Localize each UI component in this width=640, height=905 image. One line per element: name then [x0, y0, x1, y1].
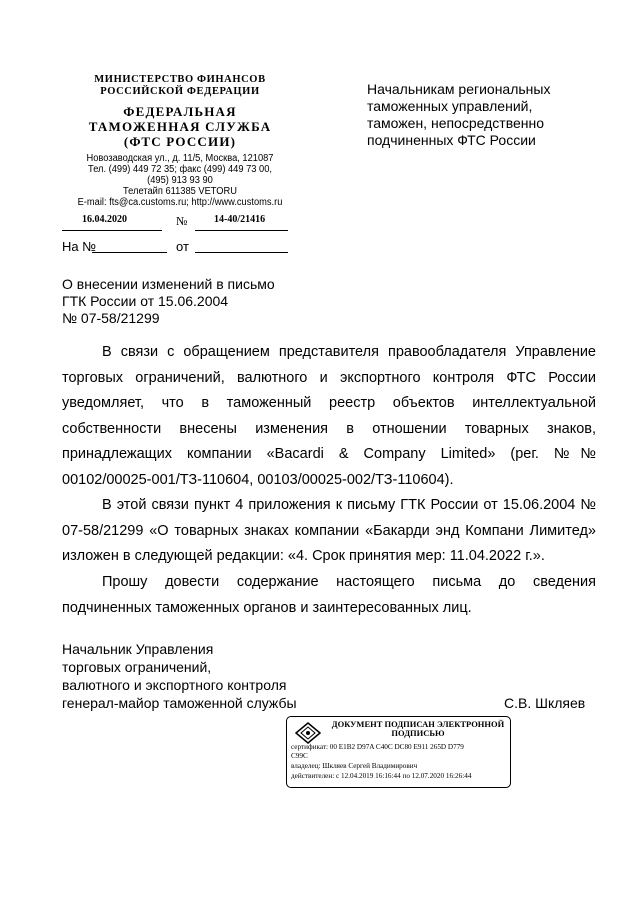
address-line-2: Тел. (499) 449 72 35; факс (499) 449 73 00,: [88, 164, 272, 175]
recipient-line-3: таможен, непосредственно: [367, 115, 545, 131]
signer-title-line-3: валютного и экспортного контроля: [62, 677, 287, 693]
signer-title-line-1: Начальник Управления: [62, 641, 214, 657]
body-paragraph-3: Прошу довести содержание настоящего письма до сведения подчиненных таможенных органов и заинтересованных лиц.: [62, 574, 596, 616]
stamp-title-line-2: ПОДПИСЬЮ: [391, 728, 445, 738]
reply-date-label: от: [176, 239, 189, 254]
recipient-line-1: Начальникам региональных: [367, 81, 551, 97]
service-line-1: ФЕДЕРАЛЬНАЯ: [123, 104, 237, 119]
stamp-validity: действителен: с 12.04.2019 16:16:44 по 12.07.2020 16:26:44: [291, 772, 472, 780]
ministry-line-2: РОССИЙСКОЙ ФЕДЕРАЦИИ: [100, 86, 260, 97]
subject-line-1: О внесении изменений в письмо: [62, 276, 275, 292]
signer-name: С.В. Шкляев: [504, 695, 586, 711]
address-line-1: Новозаводская ул., д. 11/5, Москва, 121087: [86, 153, 274, 164]
stamp-title-line-1: ДОКУМЕНТ ПОДПИСАН ЭЛЕКТРОННОЙ: [331, 719, 505, 729]
reply-number-underline: [92, 252, 167, 253]
recipient-line-4: подчиненных ФТС России: [367, 132, 536, 148]
letter-date: 16.04.2020: [82, 214, 127, 225]
letter-number: 14-40/21416: [214, 214, 266, 225]
number-label: №: [176, 214, 188, 228]
stamp-certificate-cont: C99C: [291, 752, 308, 760]
date-underline: [62, 230, 162, 231]
stamp-certificate: сертификат: 00 E1B2 D97A C40C DC80 E911 265D D779: [291, 743, 464, 751]
signer-title-line-4: генерал-майор таможенной службы: [62, 695, 297, 711]
service-line-2: ТАМОЖЕННАЯ СЛУЖБА: [88, 119, 272, 134]
body-paragraph-1: В связи с обращением представителя правообладателя Управление торговых ограничений, валютного и экспортного контроля ФТС России уведомляет, что в таможенный реестр объектов интеллектуальной собственности внесены изменения в отношении товарных знаков, принадлежащих компании «Bacardi & Company Limited» (рег. №№ 00102/00025-001/ТЗ-110604, 00103/00025-002/ТЗ-110604).: [62, 344, 596, 488]
address-line-3: (495) 913 93 90: [147, 175, 213, 186]
ministry-line-1: МИНИСТЕРСТВО ФИНАНСОВ: [94, 74, 266, 85]
subject-line-3: № 07-58/21299: [62, 310, 160, 326]
reply-date-underline: [195, 252, 288, 253]
reply-to-label: На №: [62, 239, 97, 254]
number-underline: [195, 230, 288, 231]
address-line-5: E-mail: fts@ca.customs.ru; http://www.customs.ru: [77, 197, 283, 208]
recipient-line-2: таможенных управлений,: [367, 98, 533, 114]
subject-line-2: ГТК России от 15.06.2004: [62, 293, 229, 309]
signer-title-line-2: торговых ограничений,: [62, 659, 212, 675]
service-line-3: (ФТС РОССИИ): [123, 134, 237, 149]
e-signature-stamp: [286, 716, 511, 788]
emblem-icon: [293, 721, 323, 745]
address-line-4: Телетайп 611385 VETORU: [123, 186, 237, 197]
body-paragraph-2: В этой связи пункт 4 приложения к письму ГТК России от 15.06.2004 № 07-58/21299 «О товарных знаках компании «Бакарди энд Компани Лимитед» изложен в следующей редакции: «4. Срок принятия мер: 11.04.2022 г.».: [62, 497, 596, 564]
stamp-title: [329, 720, 507, 738]
stamp-owner: владелец: Шкляев Сергей Владимирович: [291, 762, 418, 770]
